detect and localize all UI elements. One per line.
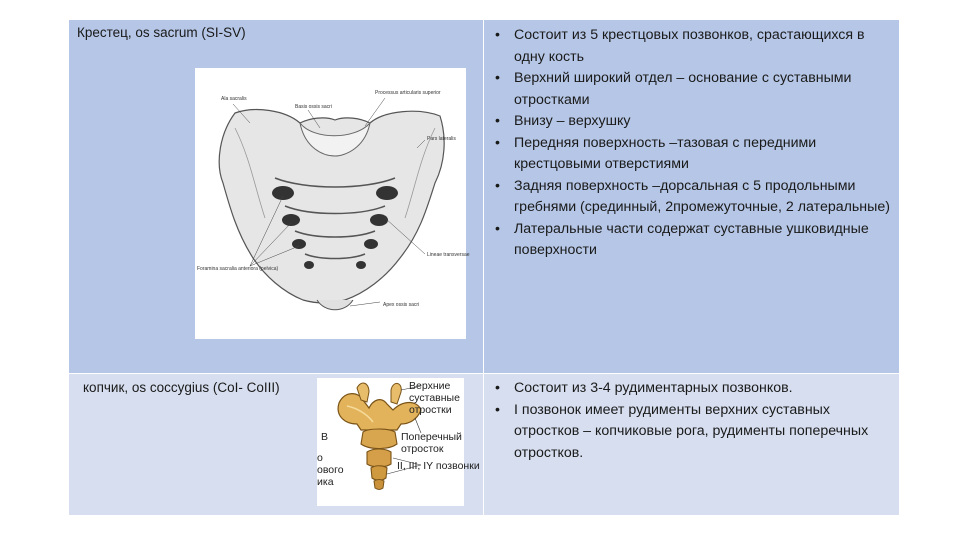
sacrum-bullet-2: • Верхний широкий отдел – основание с суставными отростками bbox=[492, 68, 891, 111]
sacrum-bullet-1: • Состоит из 5 крестцовых позвонков, срастающихся в одну кость bbox=[492, 25, 891, 68]
label-upper-1: Верхние bbox=[409, 380, 451, 392]
label-vertebrae: II, III, IY позвонки bbox=[397, 460, 480, 472]
label-cut-2: ового bbox=[317, 464, 344, 476]
sacrum-bullet-3: • Внизу – верхушку bbox=[492, 111, 891, 133]
label-ala: Ala sacralis bbox=[221, 96, 247, 102]
coccyx-bullets bbox=[492, 378, 891, 464]
sacrum-title: Крестец, os sacrum (SI-SV) bbox=[77, 25, 246, 40]
coccyx-title: копчик, os coccygius (CoI- CoIII) bbox=[83, 380, 280, 395]
coccyx-image bbox=[317, 378, 480, 506]
label-foramina: Foramina sacralia anteriora (pelvica) bbox=[197, 266, 279, 272]
label-pars: Pars lateralis bbox=[427, 136, 456, 142]
coccyx-bullet-1: • Состоит из 3-4 рудиментарных позвонков. bbox=[492, 378, 891, 400]
label-cut-1: о bbox=[317, 452, 323, 464]
sacrum-bullet-6: • Латеральные части содержат суставные ушковидные поверхности bbox=[492, 219, 891, 262]
label-upper-3: отростки bbox=[409, 404, 452, 416]
label-processus: Processus articularis superior bbox=[375, 90, 441, 96]
label-cut-3: ика bbox=[317, 476, 334, 488]
coccyx-cell-right bbox=[484, 374, 899, 515]
coccyx-illustration bbox=[317, 378, 480, 506]
sacrum-bullets bbox=[492, 25, 891, 262]
label-apex: Apex ossis sacri bbox=[383, 302, 420, 308]
sacrum-illustration bbox=[195, 68, 470, 339]
coccyx-cell-left bbox=[69, 374, 483, 515]
content-table bbox=[69, 20, 899, 515]
label-trans-2: отросток bbox=[401, 443, 444, 455]
label-upper-2: суставные bbox=[409, 392, 460, 404]
sacrum-cell-right bbox=[484, 20, 899, 373]
coccyx-bullet-2: • I позвонок имеет рудименты верхних суставных отростков – копчиковые рога, рудименты поперечных отростков. bbox=[492, 400, 891, 465]
label-basis: Basis ossis sacri bbox=[295, 104, 332, 110]
sacrum-cell-left bbox=[69, 20, 483, 373]
label-trans-1: Поперечный bbox=[401, 431, 462, 443]
sacrum-bullet-4: • Передняя поверхность –тазовая с передними крестцовыми отверстиями bbox=[492, 133, 891, 176]
sacrum-image bbox=[195, 68, 470, 339]
label-lineae: Lineae transversae bbox=[427, 252, 470, 258]
label-letter-b: В bbox=[321, 431, 329, 443]
sacrum-bullet-5: • Задняя поверхность –дорсальная с 5 продольными гребнями (срединный, 2промежуточные, 2 латеральные) bbox=[492, 176, 891, 219]
